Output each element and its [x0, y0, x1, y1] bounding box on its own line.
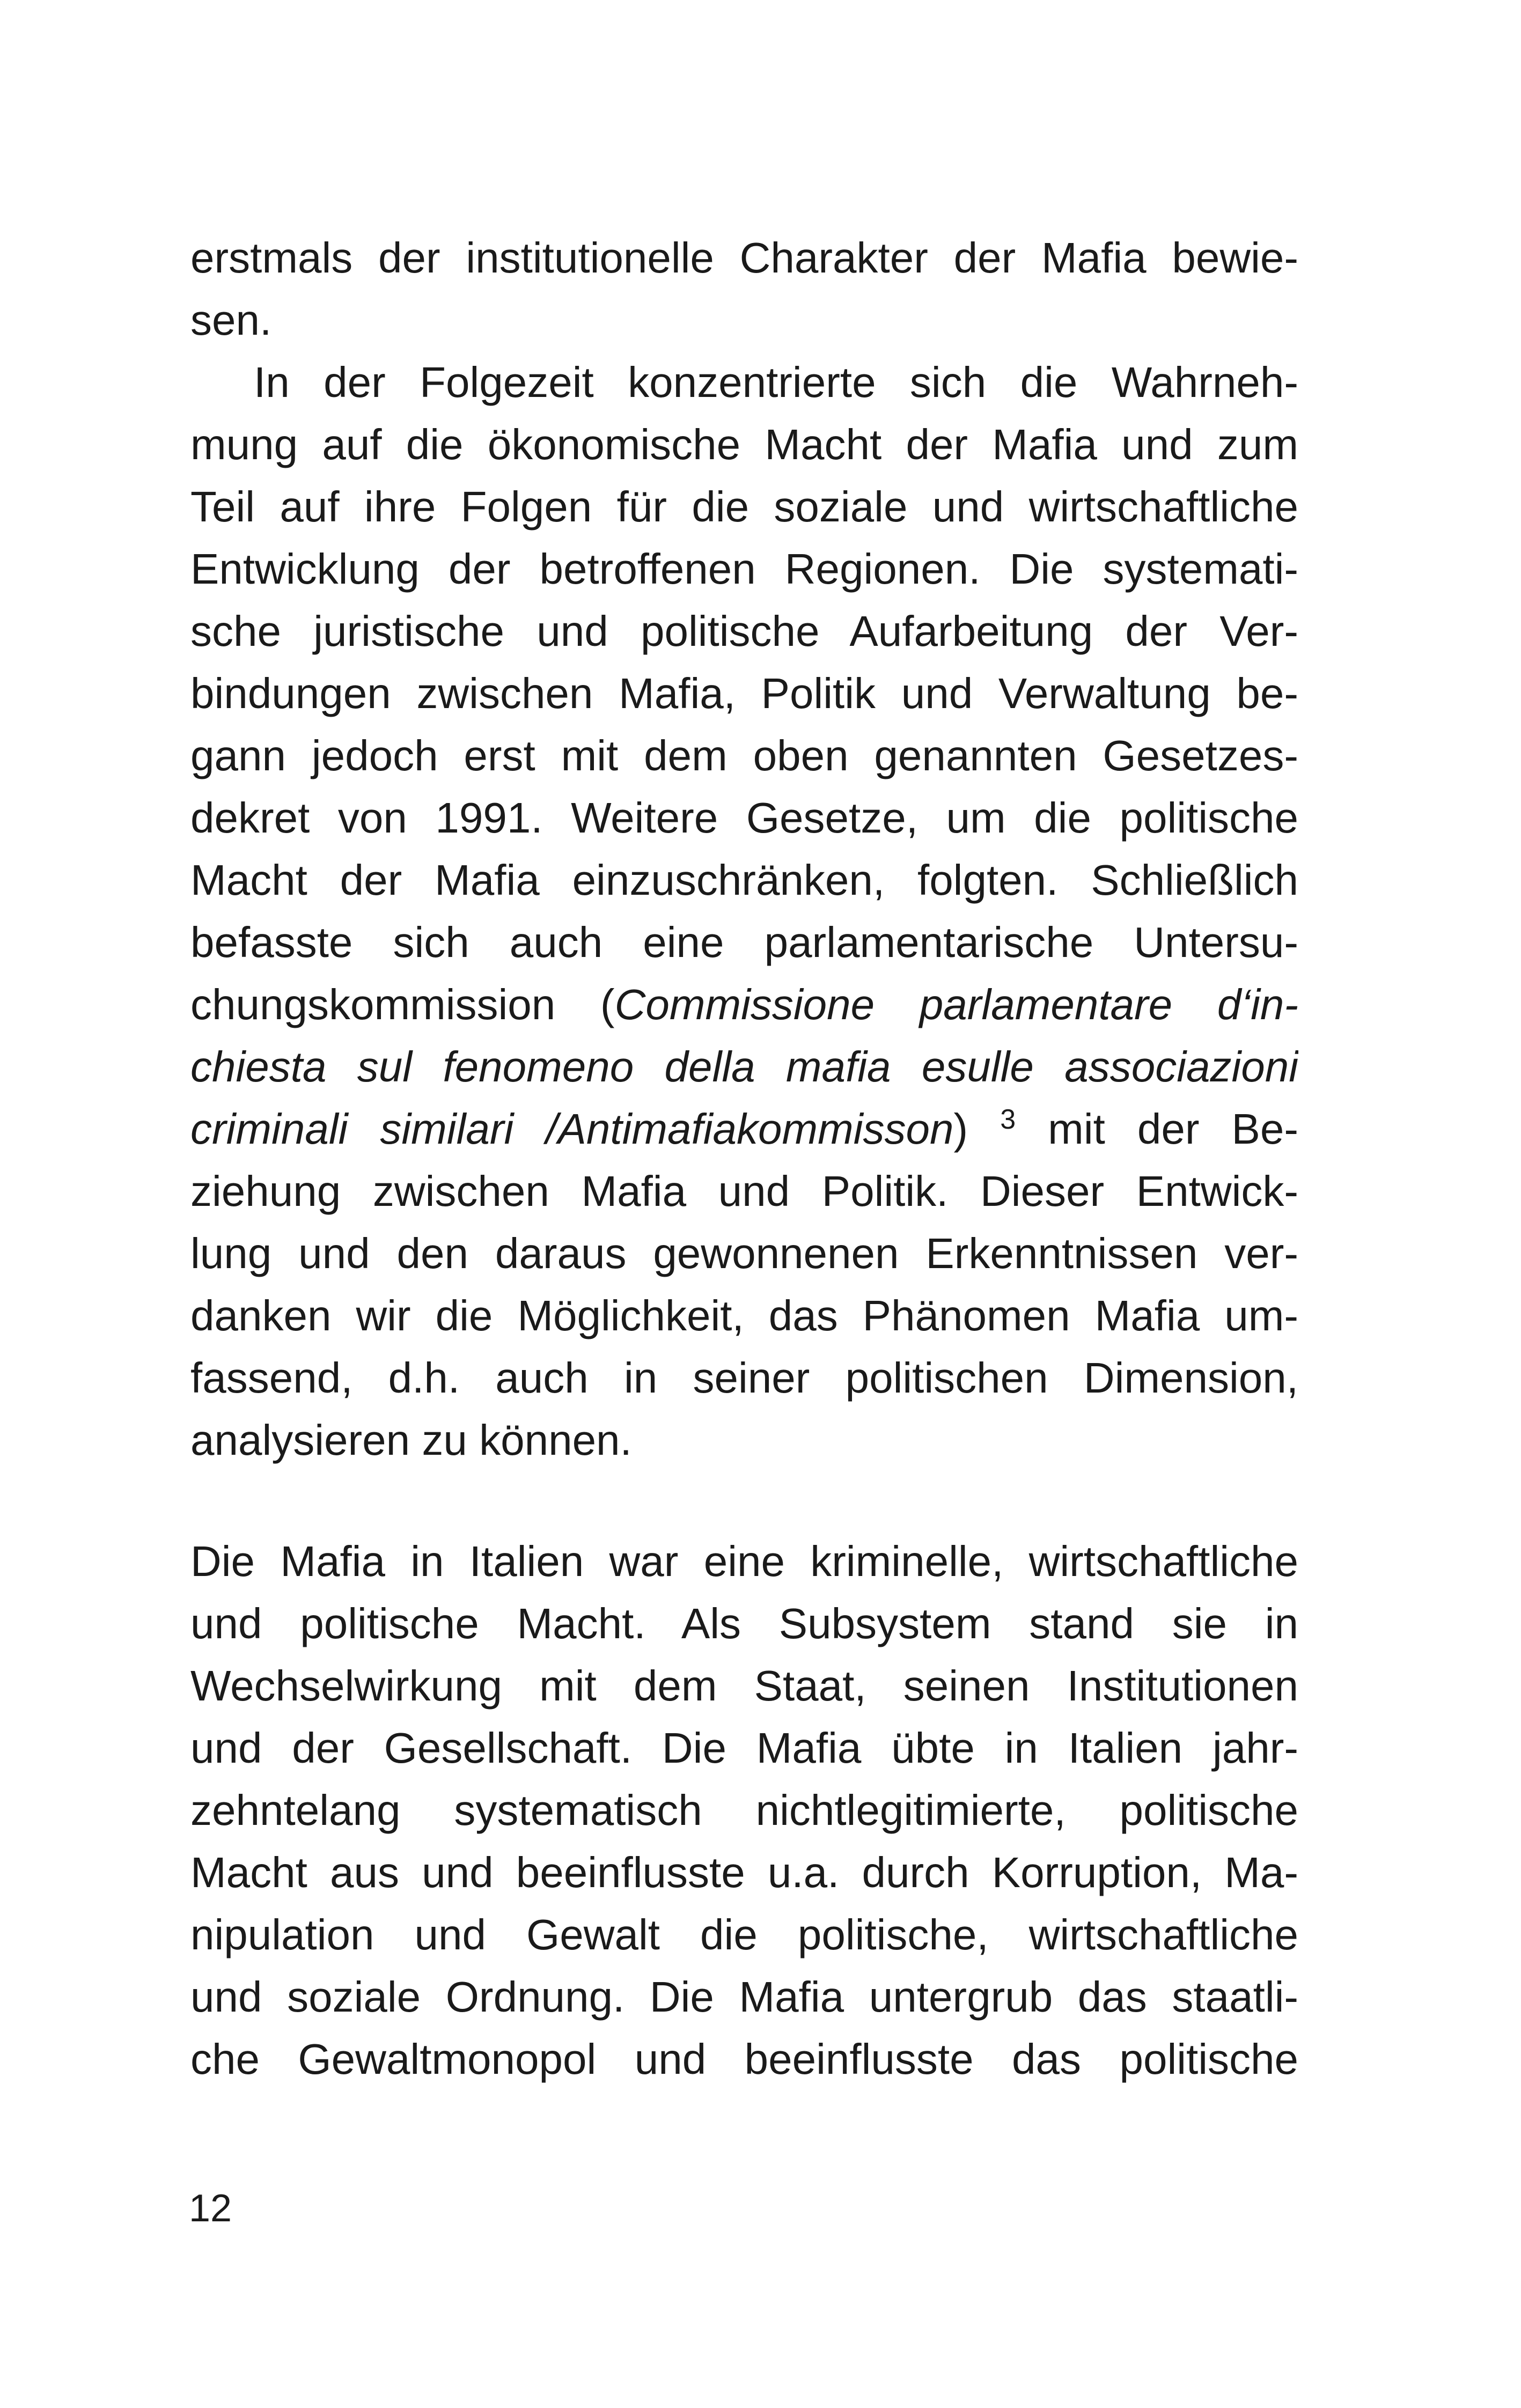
text-line: erstmals der institutionelle Charakter der Mafia bewie-: [190, 234, 1298, 282]
text-line: analysieren zu können.: [190, 1416, 632, 1464]
text-line: fassend, d.h. auch in seiner politischen Dimension,: [190, 1354, 1298, 1402]
text-line: danken wir die Möglichkeit, das Phänomen Mafia um-: [190, 1292, 1298, 1339]
text-line: zehntelang systematisch nichtlegitimierte, politische: [190, 1786, 1298, 1834]
text-line: che Gewaltmonopol und beeinflusste das politische: [190, 2035, 1298, 2083]
text-line: In der Folgezeit konzentrierte sich die Wahrneh-: [254, 358, 1298, 406]
text-line: Entwicklung der betroffenen Regionen. Die systemati-: [190, 545, 1298, 593]
text-line: nipulation und Gewalt die politische, wirtschaftliche: [190, 1911, 1298, 1958]
text-line: [190, 1098, 1298, 1160]
text-line: mung auf die ökonomische Macht der Mafia und zum: [190, 421, 1298, 468]
footnote-reference: 3: [1000, 1104, 1016, 1135]
text-line: Die Mafia in Italien war eine kriminelle, wirtschaftliche: [190, 1537, 1298, 1585]
text-line: [190, 974, 1298, 1036]
text-line: Teil auf ihre Folgen für die soziale und wirtschaftliche: [190, 483, 1298, 531]
page-number: 12: [189, 2187, 232, 2230]
text-line: und soziale Ordnung. Die Mafia untergrub das staatli-: [190, 1973, 1298, 2021]
text-segment: chungskommission (: [190, 981, 615, 1028]
italic-title-segment: criminali similari /Antimafiakommisson: [190, 1105, 954, 1153]
text-line: und politische Macht. Als Subsystem stand sie in: [190, 1600, 1298, 1647]
text-line: dekret von 1991. Weitere Gesetze, um die politische: [190, 794, 1298, 842]
italic-title-segment: Commissione parlamentare d‘in-: [614, 981, 1298, 1028]
text-line: ziehung zwischen Mafia und Politik. Dieser Entwick-: [190, 1167, 1298, 1215]
text-line: gann jedoch erst mit dem oben genannten Gesetzes-: [190, 732, 1298, 779]
text-line: sen.: [190, 296, 272, 344]
text-line: Macht aus und beeinflusste u.a. durch Korruption, Ma-: [190, 1849, 1298, 1896]
text-line: befasste sich auch eine parlamentarische Untersu-: [190, 918, 1298, 966]
paragraph-block-bottom: [190, 1530, 1298, 2090]
text-line: Wechselwirkung mit dem Staat, seinen Institutionen: [190, 1662, 1298, 1710]
text-line: und der Gesellschaft. Die Mafia übte in Italien jahr-: [190, 1724, 1298, 1772]
text-line: lung und den daraus gewonnenen Erkenntnissen ver-: [190, 1229, 1298, 1277]
text-line: [190, 1036, 1298, 1098]
text-segment: ): [953, 1105, 968, 1153]
text-line: bindungen zwischen Mafia, Politik und Verwaltung be-: [190, 669, 1298, 717]
text-segment: mit der Be-: [1016, 1105, 1298, 1153]
text-line: sche juristische und politische Aufarbeitung der Ver-: [190, 607, 1298, 655]
text-line: Macht der Mafia einzuschränken, folgten. Schließlich: [190, 856, 1298, 904]
italic-title-segment: chiesta sul fenomeno della mafia esulle associazioni: [190, 1043, 1298, 1091]
paragraph-block-top: [190, 227, 1298, 1471]
